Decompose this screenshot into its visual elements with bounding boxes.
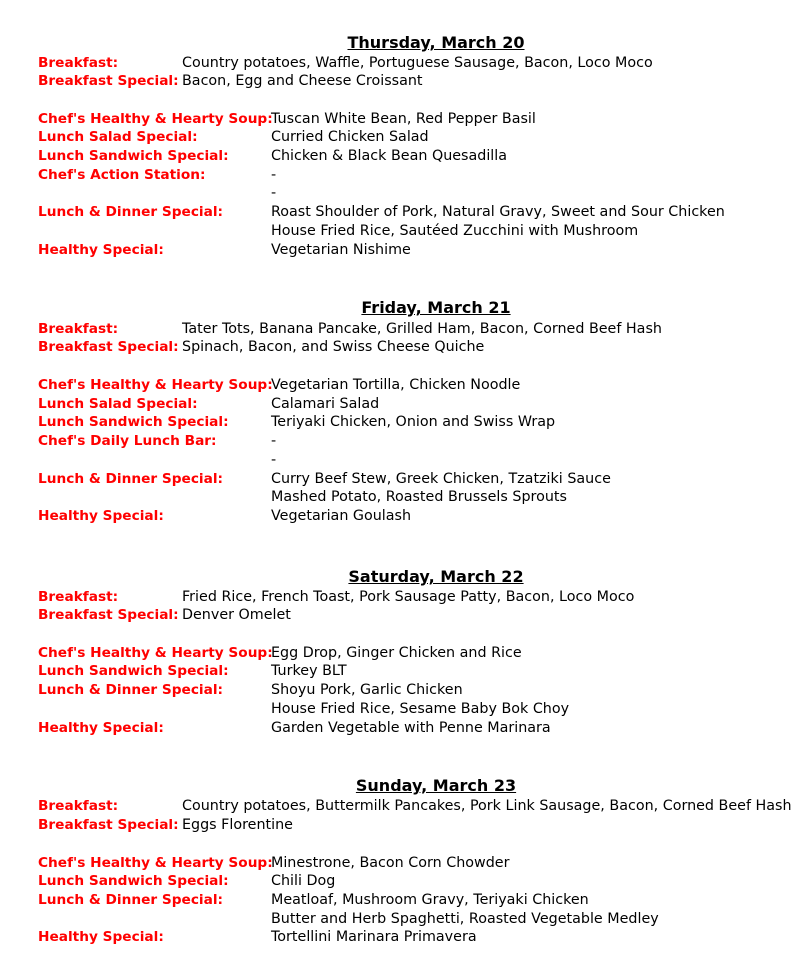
menu-value: - — [271, 452, 277, 468]
menu-label: Breakfast: — [38, 55, 119, 71]
menu-label: Breakfast Special: — [38, 73, 179, 89]
menu-value: Vegetarian Nishime — [271, 242, 411, 258]
menu-value: Roast Shoulder of Pork, Natural Gravy, Sweet and Sour Chicken — [271, 204, 725, 220]
menu-value: Country potatoes, Buttermilk Pancakes, Pork Link Sausage, Bacon, Corned Beef Hash — [182, 798, 792, 814]
menu-value: Tortellini Marinara Primavera — [271, 929, 477, 945]
menu-label: Lunch Sandwich Special: — [38, 414, 229, 430]
day-title: Thursday, March 20 — [347, 33, 525, 52]
menu-value: Butter and Herb Spaghetti, Roasted Vegetable Medley — [271, 911, 659, 927]
menu-label: Healthy Special: — [38, 720, 164, 736]
menu-value: - — [271, 167, 277, 183]
menu-value: Bacon, Egg and Cheese Croissant — [182, 73, 423, 89]
menu-value: Denver Omelet — [182, 607, 291, 623]
menu-value: Vegetarian Goulash — [271, 508, 412, 524]
menu-label: Chef's Healthy & Hearty Soup: — [38, 855, 273, 871]
menu-label: Chef's Healthy & Hearty Soup: — [38, 377, 273, 393]
menu-value: Meatloaf, Mushroom Gravy, Teriyaki Chicken — [271, 892, 589, 908]
day-title: Sunday, March 23 — [355, 776, 517, 795]
menu-label: Breakfast: — [38, 321, 119, 337]
menu-value: - — [271, 185, 277, 201]
menu-label: Chef's Action Station: — [38, 167, 206, 183]
menu-label: Breakfast: — [38, 589, 119, 605]
menu-label: Chef's Daily Lunch Bar: — [38, 433, 217, 449]
menu-value: Turkey BLT — [271, 663, 347, 679]
menu-label: Breakfast Special: — [38, 339, 179, 355]
menu-value: Chicken & Black Bean Quesadilla — [271, 148, 508, 164]
menu-value: Mashed Potato, Roasted Brussels Sprouts — [271, 489, 567, 505]
menu-value: Egg Drop, Ginger Chicken and Rice — [271, 645, 522, 661]
menu-value: Tuscan White Bean, Red Pepper Basil — [271, 111, 536, 127]
day-title: Friday, March 21 — [361, 298, 511, 317]
menu-label: Lunch & Dinner Special: — [38, 682, 224, 698]
menu-value: Chili Dog — [271, 873, 336, 889]
menu-label: Lunch Sandwich Special: — [38, 663, 229, 679]
menu-value: Fried Rice, French Toast, Pork Sausage Patty, Bacon, Loco Moco — [182, 589, 635, 605]
menu-value: Eggs Florentine — [182, 817, 293, 833]
menu-value: Country potatoes, Waffle, Portuguese Sausage, Bacon, Loco Moco — [182, 55, 653, 71]
menu-value: Garden Vegetable with Penne Marinara — [271, 720, 551, 736]
menu-label: Healthy Special: — [38, 242, 164, 258]
menu-label: Chef's Healthy & Hearty Soup: — [38, 111, 273, 127]
menu-label: Lunch Sandwich Special: — [38, 148, 229, 164]
menu-label: Lunch & Dinner Special: — [38, 471, 224, 487]
menu-value: House Fried Rice, Sautéed Zucchini with Mushroom — [271, 223, 639, 239]
menu-label: Lunch Salad Special: — [38, 129, 198, 145]
day-title: Saturday, March 22 — [348, 567, 524, 586]
menu-label: Lunch Sandwich Special: — [38, 873, 229, 889]
menu-value: Spinach, Bacon, and Swiss Cheese Quiche — [182, 339, 485, 355]
menu-label: Lunch & Dinner Special: — [38, 204, 224, 220]
menu-value: Minestrone, Bacon Corn Chowder — [271, 855, 510, 871]
menu-label: Healthy Special: — [38, 508, 164, 524]
menu-label: Healthy Special: — [38, 929, 164, 945]
menu-value: Calamari Salad — [271, 396, 380, 412]
menu-value: - — [271, 433, 277, 449]
menu-label: Breakfast Special: — [38, 817, 179, 833]
menu-value: Tater Tots, Banana Pancake, Grilled Ham, Bacon, Corned Beef Hash — [182, 321, 662, 337]
menu-label: Breakfast: — [38, 798, 119, 814]
menu-value: Curried Chicken Salad — [271, 129, 429, 145]
menu-label: Breakfast Special: — [38, 607, 179, 623]
menu-label: Lunch & Dinner Special: — [38, 892, 224, 908]
menu-value: House Fried Rice, Sesame Baby Bok Choy — [271, 701, 570, 717]
menu-value: Vegetarian Tortilla, Chicken Noodle — [271, 377, 521, 393]
menu-value: Teriyaki Chicken, Onion and Swiss Wrap — [271, 414, 556, 430]
menu-value: Shoyu Pork, Garlic Chicken — [271, 682, 463, 698]
menu-value: Curry Beef Stew, Greek Chicken, Tzatziki Sauce — [271, 471, 611, 487]
menu-label: Chef's Healthy & Hearty Soup: — [38, 645, 273, 661]
menu-label: Lunch Salad Special: — [38, 396, 198, 412]
